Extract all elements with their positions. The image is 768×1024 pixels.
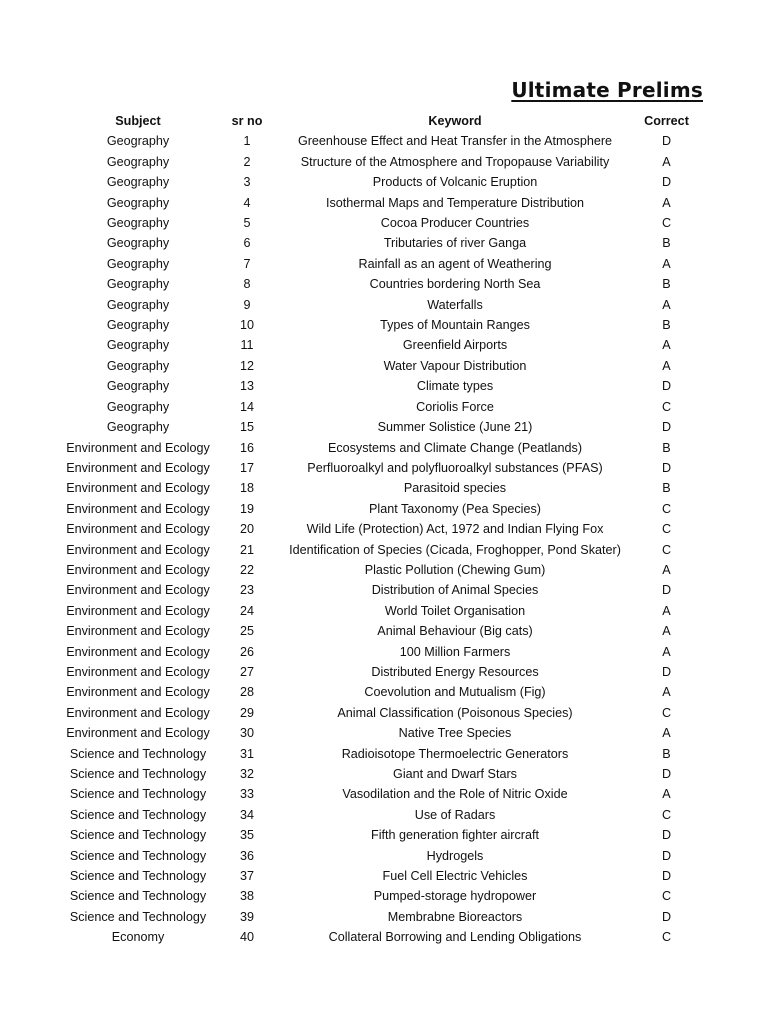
- table-row: [48, 825, 689, 845]
- cell-sr-no: 24: [239, 603, 254, 618]
- cell-correct: A: [662, 358, 671, 373]
- table-row: [48, 682, 689, 702]
- cell-subject: Science and Technology: [69, 889, 207, 904]
- cell-subject: Science and Technology: [69, 787, 207, 802]
- cell-keyword: Greenfield Airports: [402, 338, 508, 353]
- cell-keyword: Wild Life (Protection) Act, 1972 and Indian Flying Fox: [306, 522, 604, 537]
- cell-correct: A: [662, 603, 671, 618]
- cell-correct: D: [661, 909, 672, 924]
- cell-sr-no: 26: [239, 644, 254, 659]
- cell-subject: Geography: [106, 358, 170, 373]
- cell-sr-no: 15: [239, 420, 254, 435]
- cell-subject: Science and Technology: [69, 909, 207, 924]
- table-row: [48, 662, 689, 682]
- cell-correct: D: [661, 583, 672, 598]
- cell-sr-no: 18: [239, 481, 254, 496]
- cell-correct: C: [661, 399, 672, 414]
- cell-subject: Geography: [106, 216, 170, 231]
- cell-subject: Environment and Ecology: [66, 644, 210, 659]
- table-row: [48, 784, 689, 804]
- cell-sr-no: 8: [243, 277, 251, 292]
- cell-sr-no: 37: [239, 869, 254, 884]
- table-row: [48, 866, 689, 886]
- cell-correct: D: [661, 175, 672, 190]
- table-row: [48, 703, 689, 723]
- cell-subject: Geography: [106, 379, 170, 394]
- table-row: [48, 356, 689, 376]
- cell-correct: D: [661, 420, 672, 435]
- cell-subject: Geography: [106, 399, 170, 414]
- cell-sr-no: 20: [239, 522, 254, 537]
- cell-subject: Geography: [106, 277, 170, 292]
- cell-correct: A: [662, 297, 671, 312]
- cell-keyword: Collateral Borrowing and Lending Obligations: [328, 930, 582, 945]
- table-row: [48, 172, 689, 192]
- table-row: [48, 315, 689, 335]
- cell-correct: B: [662, 481, 671, 496]
- cell-correct: A: [662, 787, 671, 802]
- cell-keyword: Coriolis Force: [416, 399, 494, 414]
- cell-sr-no: 34: [239, 807, 254, 822]
- cell-keyword: Structure of the Atmosphere and Tropopause Variability: [300, 154, 610, 169]
- table-row: [48, 458, 689, 478]
- cell-subject: Science and Technology: [69, 746, 207, 761]
- cell-keyword: Summer Solistice (June 21): [377, 420, 533, 435]
- header-sr-no: sr no: [231, 114, 263, 128]
- cell-sr-no: 21: [239, 542, 254, 557]
- table-row: [48, 560, 689, 580]
- cell-correct: C: [661, 501, 672, 516]
- cell-keyword: Types of Mountain Ranges: [380, 318, 530, 333]
- answer-key-table: [48, 111, 689, 948]
- table-row: [48, 927, 689, 947]
- cell-keyword: Pumped-storage hydropower: [373, 889, 537, 904]
- table-row: [48, 213, 689, 233]
- cell-keyword: Distribution of Animal Species: [371, 583, 539, 598]
- cell-keyword: Ecosystems and Climate Change (Peatlands): [327, 440, 583, 455]
- cell-correct: C: [661, 889, 672, 904]
- table-row: [48, 499, 689, 519]
- table-row: [48, 417, 689, 437]
- cell-keyword: Countries bordering North Sea: [369, 277, 541, 292]
- cell-keyword: Perfluoroalkyl and polyfluoroalkyl substances (PFAS): [307, 460, 603, 475]
- cell-keyword: Native Tree Species: [398, 726, 512, 741]
- cell-sr-no: 40: [239, 930, 254, 945]
- cell-correct: D: [661, 767, 672, 781]
- cell-subject: Geography: [106, 134, 170, 149]
- cell-correct: C: [661, 930, 672, 945]
- cell-correct: B: [662, 440, 671, 455]
- table-row: [48, 805, 689, 825]
- cell-subject: Science and Technology: [69, 848, 207, 863]
- cell-subject: Environment and Ecology: [66, 685, 210, 700]
- cell-subject: Geography: [106, 236, 170, 251]
- cell-correct: C: [661, 807, 672, 822]
- cell-subject: Geography: [106, 338, 170, 353]
- cell-subject: Geography: [106, 318, 170, 333]
- cell-keyword: Isothermal Maps and Temperature Distribution: [325, 195, 585, 210]
- cell-keyword: Animal Classification (Poisonous Species): [337, 705, 573, 720]
- cell-sr-no: 36: [239, 848, 254, 863]
- cell-correct: C: [661, 705, 672, 720]
- cell-keyword: 100 Million Farmers: [399, 644, 511, 659]
- cell-sr-no: 7: [243, 256, 251, 271]
- header-correct: Correct: [644, 114, 689, 128]
- table-row: [48, 540, 689, 560]
- cell-subject: Science and Technology: [69, 767, 207, 781]
- header-row: [48, 111, 689, 131]
- table-row: [48, 254, 689, 274]
- cell-keyword: Fifth generation fighter aircraft: [371, 828, 539, 843]
- table-row: [48, 152, 689, 172]
- cell-sr-no: 13: [239, 379, 254, 394]
- cell-sr-no: 32: [239, 767, 254, 781]
- cell-subject: Environment and Ecology: [66, 542, 210, 557]
- cell-keyword: World Toilet Organisation: [384, 603, 526, 618]
- cell-keyword: Membrabne Bioreactors: [387, 909, 523, 924]
- cell-keyword: Greenhouse Effect and Heat Transfer in the Atmosphere: [297, 134, 613, 149]
- table-row: [48, 886, 689, 906]
- cell-sr-no: 30: [239, 726, 254, 741]
- cell-subject: Environment and Ecology: [66, 481, 210, 496]
- cell-subject: Geography: [106, 256, 170, 271]
- table-row: [48, 193, 689, 213]
- cell-sr-no: 31: [239, 746, 254, 761]
- cell-sr-no: 9: [243, 297, 251, 312]
- cell-keyword: Plant Taxonomy (Pea Species): [369, 501, 541, 516]
- cell-subject: Environment and Ecology: [66, 726, 210, 741]
- cell-keyword: Distributed Energy Resources: [371, 664, 539, 679]
- cell-subject: Geography: [106, 195, 170, 210]
- cell-correct: B: [662, 318, 671, 333]
- header-keyword: Keyword: [428, 114, 482, 128]
- cell-correct: A: [662, 338, 671, 353]
- cell-correct: A: [662, 256, 671, 271]
- cell-sr-no: 2: [243, 154, 251, 169]
- cell-correct: A: [662, 685, 671, 700]
- table-row: [48, 621, 689, 641]
- cell-sr-no: 16: [239, 440, 254, 455]
- cell-keyword: Vasodilation and the Role of Nitric Oxide: [342, 787, 568, 802]
- cell-sr-no: 39: [239, 909, 254, 924]
- table-row: [48, 846, 689, 866]
- cell-correct: D: [661, 134, 672, 149]
- cell-correct: A: [662, 562, 671, 577]
- cell-keyword: Tributaries of river Ganga: [383, 236, 527, 251]
- cell-subject: Geography: [106, 175, 170, 190]
- cell-keyword: Animal Behaviour (Big cats): [377, 624, 533, 639]
- table-body: [48, 131, 689, 947]
- table-row: [48, 376, 689, 396]
- cell-subject: Environment and Ecology: [66, 562, 210, 577]
- cell-subject: Science and Technology: [69, 807, 207, 822]
- cell-correct: D: [661, 848, 672, 863]
- cell-correct: A: [662, 195, 671, 210]
- cell-keyword: Products of Volcanic Eruption: [372, 175, 538, 190]
- cell-keyword: Coevolution and Mutualism (Fig): [364, 685, 546, 700]
- cell-sr-no: 6: [243, 236, 251, 251]
- cell-correct: C: [661, 542, 672, 557]
- cell-keyword: Hydrogels: [426, 848, 484, 863]
- cell-keyword: Water Vapour Distribution: [383, 358, 527, 373]
- cell-keyword: Identification of Species (Cicada, Froghopper, Pond Skater): [289, 542, 621, 557]
- cell-subject: Geography: [106, 297, 170, 312]
- cell-sr-no: 33: [239, 787, 254, 802]
- cell-correct: D: [661, 869, 672, 884]
- cell-subject: Economy: [111, 930, 165, 945]
- cell-correct: B: [662, 746, 671, 761]
- cell-sr-no: 38: [239, 889, 254, 904]
- cell-sr-no: 3: [243, 175, 251, 190]
- cell-subject: Environment and Ecology: [66, 440, 210, 455]
- cell-keyword: Waterfalls: [427, 297, 483, 312]
- cell-correct: C: [661, 522, 672, 537]
- cell-sr-no: 23: [239, 583, 254, 598]
- cell-sr-no: 10: [239, 318, 254, 333]
- cell-correct: D: [661, 460, 672, 475]
- cell-subject: Environment and Ecology: [66, 583, 210, 598]
- table-row: [48, 438, 689, 458]
- cell-correct: D: [661, 828, 672, 843]
- header-subject: Subject: [115, 114, 161, 128]
- table-row: [48, 744, 689, 764]
- cell-correct: A: [662, 644, 671, 659]
- cell-sr-no: 14: [239, 399, 254, 414]
- cell-keyword: Cocoa Producer Countries: [380, 216, 530, 231]
- cell-subject: Environment and Ecology: [66, 705, 210, 720]
- cell-sr-no: 22: [239, 562, 254, 577]
- cell-sr-no: 29: [239, 705, 254, 720]
- cell-subject: Environment and Ecology: [66, 603, 210, 618]
- cell-subject: Environment and Ecology: [66, 522, 210, 537]
- cell-sr-no: 5: [243, 216, 251, 231]
- cell-sr-no: 27: [239, 664, 254, 679]
- table-row: [48, 642, 689, 662]
- table-row: [48, 580, 689, 600]
- cell-subject: Environment and Ecology: [66, 460, 210, 475]
- cell-sr-no: 19: [239, 501, 254, 516]
- cell-sr-no: 28: [239, 685, 254, 700]
- table-row: [48, 601, 689, 621]
- table-row: [48, 295, 689, 315]
- cell-subject: Environment and Ecology: [66, 501, 210, 516]
- cell-keyword: Radioisotope Thermoelectric Generators: [341, 746, 569, 761]
- cell-sr-no: 12: [239, 358, 254, 373]
- table-row: [48, 907, 689, 927]
- cell-keyword: Parasitoid species: [403, 481, 507, 496]
- cell-correct: B: [662, 236, 671, 251]
- cell-sr-no: 1: [243, 134, 251, 149]
- cell-sr-no: 35: [239, 828, 254, 843]
- cell-sr-no: 4: [243, 195, 251, 210]
- table-row: [48, 723, 689, 743]
- cell-correct: D: [661, 379, 672, 394]
- table-row: [48, 131, 689, 151]
- cell-subject: Environment and Ecology: [66, 624, 210, 639]
- cell-correct: C: [661, 216, 672, 231]
- cell-correct: A: [662, 624, 671, 639]
- cell-subject: Science and Technology: [69, 869, 207, 884]
- cell-correct: A: [662, 726, 671, 741]
- cell-subject: Environment and Ecology: [66, 664, 210, 679]
- page-title: Ultimate Prelims: [511, 78, 703, 102]
- cell-subject: Science and Technology: [69, 828, 207, 843]
- table-row: [48, 397, 689, 417]
- cell-subject: Geography: [106, 154, 170, 169]
- cell-correct: B: [662, 277, 671, 292]
- cell-sr-no: 25: [239, 624, 254, 639]
- cell-keyword: Climate types: [416, 379, 494, 394]
- cell-keyword: Fuel Cell Electric Vehicles: [382, 869, 528, 884]
- table-row: [48, 233, 689, 253]
- cell-sr-no: 11: [240, 338, 254, 353]
- cell-subject: Geography: [106, 420, 170, 435]
- table-row: [48, 478, 689, 498]
- cell-keyword: Giant and Dwarf Stars: [393, 767, 517, 781]
- table-row: [48, 519, 689, 539]
- table-row: [48, 274, 689, 294]
- table-row: [48, 335, 689, 355]
- cell-sr-no: 17: [239, 460, 254, 475]
- cell-correct: D: [661, 664, 672, 679]
- cell-keyword: Use of Radars: [414, 807, 496, 822]
- cell-keyword: Rainfall as an agent of Weathering: [358, 256, 552, 271]
- cell-keyword: Plastic Pollution (Chewing Gum): [364, 562, 546, 577]
- table-row: [48, 764, 689, 784]
- cell-correct: A: [662, 154, 671, 169]
